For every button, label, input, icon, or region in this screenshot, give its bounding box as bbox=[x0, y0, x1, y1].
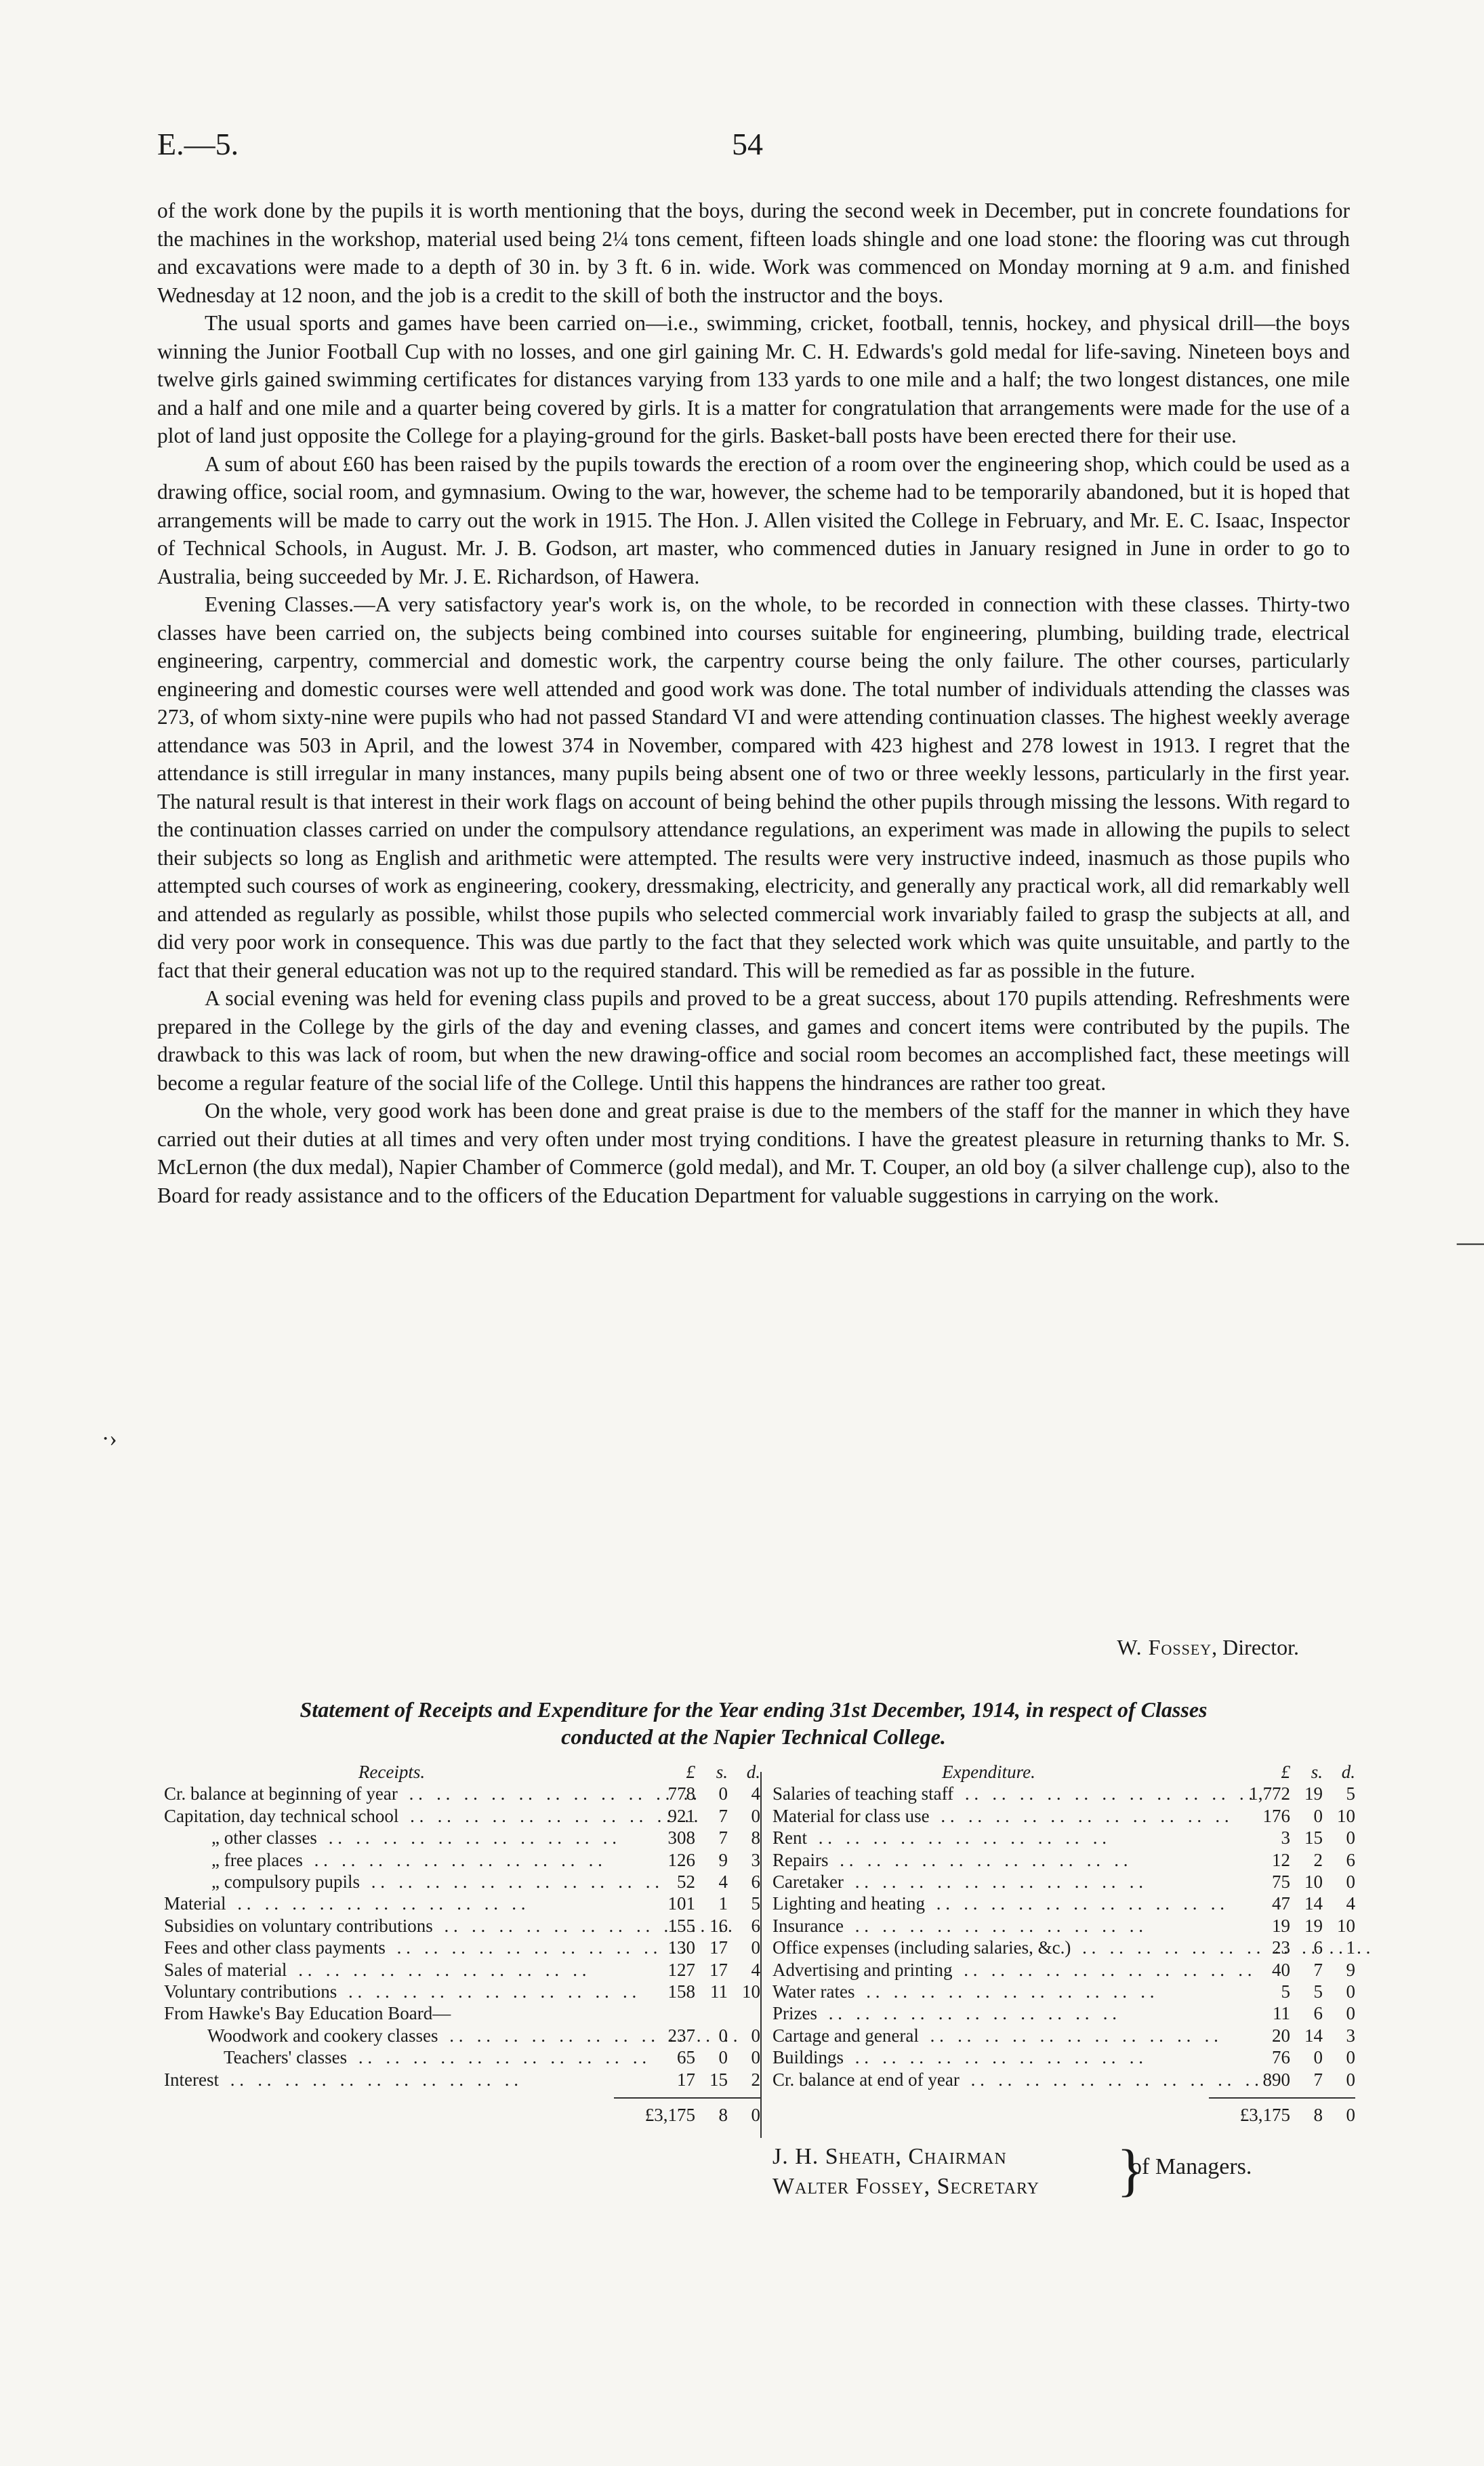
expenditure-column bbox=[772, 1761, 1355, 2126]
amount-shillings: 0 bbox=[1313, 1805, 1323, 1826]
managers-signatures bbox=[772, 2142, 1039, 2202]
amount-pounds: 155 bbox=[667, 1915, 695, 1936]
amount-pence: 0 bbox=[1346, 1872, 1355, 1893]
total-shillings: 8 bbox=[1313, 2105, 1323, 2126]
row-label: From Hawke's Bay Education Board— bbox=[164, 2003, 453, 2023]
amount-shillings: 15 bbox=[709, 2069, 728, 2090]
amount-pence: 5 bbox=[1346, 1783, 1355, 1804]
table-row bbox=[164, 1893, 760, 1914]
pence-heading: d. bbox=[746, 1762, 760, 1782]
amount-shillings: 7 bbox=[1313, 2069, 1323, 2090]
amount-pounds: 75 bbox=[1272, 1872, 1290, 1893]
amount-shillings: 2 bbox=[1313, 1849, 1323, 1870]
expenditure-total bbox=[772, 2104, 1355, 2126]
row-label: „ free places bbox=[211, 1850, 306, 1870]
table-row bbox=[164, 1915, 760, 1937]
amount-pence: 8 bbox=[751, 1827, 760, 1848]
managers-label: of Managers. bbox=[1130, 2154, 1252, 2179]
amount-shillings: 6 bbox=[1313, 2003, 1323, 2024]
table-row bbox=[164, 2002, 760, 2024]
table-row bbox=[164, 1849, 760, 1871]
amount-pounds: 127 bbox=[667, 1959, 695, 1980]
receipts-rows bbox=[164, 1783, 760, 2090]
pounds-heading: £ bbox=[686, 1762, 695, 1782]
amount-pounds: 778 bbox=[667, 1783, 695, 1804]
table-row bbox=[164, 2025, 760, 2046]
amount-pounds: 12 bbox=[1272, 1849, 1290, 1870]
amount-pounds: 20 bbox=[1272, 2025, 1290, 2046]
amount-pence bbox=[728, 2002, 760, 2024]
paragraph: On the whole, very good work has been done and great praise is due to the members of the staff for the manner in which they have carried out their duties at all times and very often under most trying conditions. I have the greatest pleasure in returning thanks to Mr. S. McLernon (the dux medal), Napier Chamber of Commerce (gold medal), and Mr. T. Couper, an old boy (a silver challenge cup), also to the Board for ready assistance and to the officers of the Education Department for valuable suggestions in carrying on the work. bbox=[157, 1099, 1350, 1207]
amount-pence: 0 bbox=[1346, 2003, 1355, 2024]
receipts-header bbox=[164, 1761, 760, 1783]
statement-title bbox=[157, 1696, 1350, 1750]
amount-pence: 0 bbox=[1346, 1981, 1355, 2002]
row-label: Advertising and printing bbox=[772, 1960, 955, 1980]
amount-pence: 10 bbox=[1337, 1915, 1355, 1936]
amount-pounds: 126 bbox=[667, 1849, 695, 1870]
amount-pounds: 47 bbox=[1272, 1893, 1290, 1914]
total-pence: 0 bbox=[1346, 2105, 1355, 2126]
paragraph: of the work done by the pupils it is worth mentioning that the boys, during the second week in December, put in concrete foundations for the machines in the workshop, material used being 2¼ tons cement, fifteen loads shingle and one load stone: the flooring was cut through and excavations were made to a depth of 30 in. by 3 ft. 6 in. wide. Work was commenced on Monday morning at 9 a.m. and finished Wednesday at 12 noon, and the job is a credit to the skill of both the instructor and the boys. bbox=[157, 199, 1350, 307]
report-reference: E.—5. bbox=[157, 127, 239, 161]
table-row bbox=[772, 2046, 1355, 2068]
amount-shillings: 7 bbox=[718, 1827, 728, 1848]
row-label: Buildings bbox=[772, 2047, 846, 2067]
amount-shillings: 0 bbox=[718, 2047, 728, 2068]
table-row bbox=[164, 1827, 760, 1848]
amount-pounds: 890 bbox=[1262, 2069, 1290, 2090]
row-label: Cr. balance at end of year bbox=[772, 2069, 962, 2090]
amount-pence: 0 bbox=[751, 1805, 760, 1826]
amount-pence: 0 bbox=[751, 2047, 760, 2068]
amount-pence: 9 bbox=[1346, 1959, 1355, 1980]
receipts-heading: Receipts. bbox=[358, 1762, 426, 1782]
table-row bbox=[164, 1805, 760, 1827]
amount-shillings: 6 bbox=[1313, 1937, 1323, 1958]
row-label: Repairs bbox=[772, 1850, 831, 1870]
amount-shillings: 15 bbox=[1304, 1827, 1323, 1848]
total-pounds: £3,175 bbox=[1239, 2105, 1290, 2126]
receipts-total bbox=[164, 2104, 760, 2126]
table-row bbox=[772, 1805, 1355, 1827]
amount-pounds: 52 bbox=[677, 1872, 695, 1893]
expenditure-heading: Expenditure. bbox=[942, 1762, 1035, 1782]
secretary-signature: Walter Fossey, Secretary bbox=[772, 2174, 1039, 2199]
paragraph: The usual sports and games have been carried on—i.e., swimming, cricket, football, tennis, hockey, and physical drill—the boys winning the Junior Football Cup with no losses, and one girl gaining Mr. C. H. Edwards's gold medal for life-saving. Nineteen boys and twelve girls gained swimming certificates for distances varying from 133 yards to one mile and a half; the two longest distances, one mile and a half and one mile and a quarter being covered by girls. It is a matter for congratulation that arrangements were made for the use of a plot of land just opposite the College for a playing-ground for the girls. Basket-ball posts have been erected there for their use. bbox=[157, 311, 1350, 447]
amount-pounds: 65 bbox=[677, 2047, 695, 2068]
amount-pounds: 11 bbox=[1273, 2003, 1290, 2024]
statement-title-line: Statement of Receipts and Expenditure for the Year ending 31st December, 1914, in respect of Classes bbox=[300, 1697, 1208, 1722]
amount-pence: 6 bbox=[1346, 1849, 1355, 1870]
row-label: „ compulsory pupils bbox=[211, 1872, 363, 1892]
row-label: Sales of material bbox=[164, 1960, 289, 1980]
table-row bbox=[772, 1981, 1355, 2002]
table-row bbox=[772, 1937, 1355, 1958]
amount-shillings: 0 bbox=[1313, 2047, 1323, 2068]
amount-pence: 0 bbox=[1346, 1827, 1355, 1848]
amount-shillings: 14 bbox=[1304, 1893, 1323, 1914]
table-row bbox=[772, 1849, 1355, 1871]
amount-shillings: 10 bbox=[1304, 1872, 1323, 1893]
report-body bbox=[157, 197, 1350, 1209]
amount-shillings: 9 bbox=[718, 1849, 728, 1870]
table-row bbox=[772, 1915, 1355, 1937]
table-row bbox=[164, 1783, 760, 1804]
row-label: Teachers' classes bbox=[224, 2047, 350, 2067]
amount-pence: 10 bbox=[1337, 1805, 1355, 1826]
amount-pounds: 308 bbox=[667, 1827, 695, 1848]
amount-pence: 6 bbox=[751, 1915, 760, 1936]
amount-shillings bbox=[695, 2002, 728, 2024]
amount-pounds: 158 bbox=[667, 1981, 695, 2002]
amount-pence: 5 bbox=[751, 1893, 760, 1914]
row-label: Cartage and general bbox=[772, 2025, 922, 2046]
table-row bbox=[164, 2069, 760, 2090]
amount-pence: 4 bbox=[1346, 1893, 1355, 1914]
total-shillings: 8 bbox=[718, 2105, 728, 2126]
shillings-heading: s. bbox=[1311, 1762, 1323, 1782]
shillings-heading: s. bbox=[716, 1762, 728, 1782]
brace-glyph: } bbox=[1117, 2137, 1145, 2202]
amount-pence: 6 bbox=[751, 1872, 760, 1893]
director-name: W. Fossey bbox=[1117, 1635, 1212, 1659]
row-label: Woodwork and cookery classes bbox=[207, 2025, 440, 2046]
table-row bbox=[772, 1959, 1355, 1981]
director-signature bbox=[1117, 1635, 1299, 1660]
row-label: Insurance bbox=[772, 1916, 846, 1936]
amount-pounds: 1,772 bbox=[1249, 1783, 1290, 1804]
amount-pounds: 17 bbox=[677, 2069, 695, 2090]
amount-pounds: 19 bbox=[1272, 1915, 1290, 1936]
total-rule bbox=[614, 2097, 760, 2099]
row-label: Prizes bbox=[772, 2003, 820, 2023]
amount-pence: 4 bbox=[751, 1959, 760, 1980]
amount-pounds bbox=[619, 2002, 695, 2024]
amount-shillings: 17 bbox=[709, 1959, 728, 1980]
row-label: Office expenses (including salaries, &c.) bbox=[772, 1937, 1073, 1958]
total-rule bbox=[1209, 2097, 1355, 2099]
pence-heading: d. bbox=[1341, 1762, 1355, 1782]
table-row bbox=[164, 1981, 760, 2002]
table-row bbox=[772, 1871, 1355, 1893]
row-label: Material for class use bbox=[772, 1806, 932, 1826]
column-divider bbox=[760, 1772, 762, 2138]
amount-pence: 0 bbox=[1346, 2069, 1355, 2090]
amount-shillings: 5 bbox=[1313, 1981, 1323, 2002]
table-row bbox=[772, 1893, 1355, 1914]
amount-shillings: 19 bbox=[1304, 1783, 1323, 1804]
amount-shillings: 1 bbox=[718, 1893, 728, 1914]
row-label: Subsidies on voluntary contributions bbox=[164, 1916, 436, 1936]
amount-pence: 0 bbox=[751, 1937, 760, 1958]
table-row bbox=[164, 1871, 760, 1893]
pounds-heading: £ bbox=[1281, 1762, 1290, 1782]
paragraph: A sum of about £60 has been raised by the pupils towards the erection of a room over the engineering shop, which could be used as a drawing office, social room, and gymnasium. Owing to the war, however, the scheme had to be temporarily abandoned, but it is hoped that arrangements will be made to carry out the work in 1915. The Hon. J. Allen visited the College in February, and Mr. E. C. Isaac, Inspector of Technical Schools, in August. Mr. J. B. Godson, art master, who commenced duties in January resigned in June in order to go to Australia, being succeeded by Mr. J. E. Richardson, of Hawera. bbox=[157, 451, 1350, 588]
table-row bbox=[772, 2002, 1355, 2024]
table-row bbox=[772, 1827, 1355, 1848]
row-label: Rent bbox=[772, 1827, 810, 1848]
row-label: Voluntary contributions bbox=[164, 1981, 339, 2002]
amount-pounds: 23 bbox=[1272, 1937, 1290, 1958]
margin-mark: — bbox=[1457, 1226, 1484, 1257]
amount-pence: 4 bbox=[751, 1783, 760, 1804]
amount-pounds: 130 bbox=[667, 1937, 695, 1958]
row-label: Salaries of teaching staff bbox=[772, 1783, 956, 1804]
director-title: , Director. bbox=[1212, 1635, 1299, 1659]
amount-pounds: 101 bbox=[667, 1893, 695, 1914]
table-row bbox=[772, 2069, 1355, 2090]
amount-pence: 3 bbox=[751, 1849, 760, 1870]
amount-shillings: 0 bbox=[718, 2025, 728, 2046]
total-pence: 0 bbox=[751, 2105, 760, 2126]
page-number: 54 bbox=[732, 127, 763, 161]
row-label: Interest bbox=[164, 2069, 222, 2090]
expenditure-rows bbox=[772, 1783, 1355, 2090]
chairman-signature: J. H. Sheath, Chairman bbox=[772, 2144, 1007, 2169]
amount-shillings: 7 bbox=[1313, 1959, 1323, 1980]
amount-shillings: 11 bbox=[710, 1981, 728, 2002]
amount-pounds: 40 bbox=[1272, 1959, 1290, 1980]
row-label: Fees and other class payments bbox=[164, 1937, 388, 1958]
margin-mark: ·› bbox=[102, 1426, 117, 1451]
amount-pounds: 237 bbox=[667, 2025, 695, 2046]
table-row bbox=[772, 1783, 1355, 1804]
paragraph: A social evening was held for evening class pupils and proved to be a great success, about 170 pupils attending. Refreshments were prepared in the College by the girls of the day and evening classes, and games and concert items were contributed by the pupils. The drawback to this was lack of room, but when the new drawing-office and social room becomes an accomplished fact, these meetings will become a regular feature of the social life of the College. Until this happens the hindrances are rather too great. bbox=[157, 986, 1350, 1095]
amount-pence: 3 bbox=[1346, 2025, 1355, 2046]
row-label: Caretaker bbox=[772, 1872, 846, 1892]
table-row bbox=[164, 2046, 760, 2068]
amount-pounds: 3 bbox=[1281, 1827, 1290, 1848]
table-row bbox=[772, 2025, 1355, 2046]
row-label: Material bbox=[164, 1893, 228, 1914]
total-pounds: £3,175 bbox=[644, 2105, 695, 2126]
row-label: Lighting and heating bbox=[772, 1893, 928, 1914]
row-label: Water rates bbox=[772, 1981, 858, 2002]
row-label: Cr. balance at beginning of year bbox=[164, 1783, 400, 1804]
amount-pounds: 921 bbox=[667, 1805, 695, 1826]
amount-pounds: 176 bbox=[1262, 1805, 1290, 1826]
amount-pence: 2 bbox=[751, 2069, 760, 2090]
amount-pence: 1 bbox=[1346, 1937, 1355, 1958]
amount-pounds: 5 bbox=[1281, 1981, 1290, 2002]
amount-shillings: 4 bbox=[718, 1872, 728, 1893]
amount-pence: 0 bbox=[751, 2025, 760, 2046]
amount-shillings: 7 bbox=[718, 1805, 728, 1826]
amount-shillings: 17 bbox=[709, 1937, 728, 1958]
amount-pounds: 76 bbox=[1272, 2047, 1290, 2068]
amount-shillings: 19 bbox=[1304, 1915, 1323, 1936]
receipts-column bbox=[164, 1761, 760, 2126]
paragraph: Evening Classes.—A very satisfactory year's work is, on the whole, to be recorded in connection with these classes. Thirty-two classes have been carried on, the subjects being combined into courses suitable for engineering, plumbing, building trade, electrical engineering, carpentry, commercial and domestic work, the carpentry course being the only failure. The other courses, particularly engineering and domestic courses were well attended and good work was done. The total number of individuals attending the classes was 273, of whom sixty-nine were pupils who had not passed Standard VI and were attending continuation classes. The highest weekly average attendance was 503 in April, and the lowest 374 in November, compared with 423 highest and 278 lowest in 1913. I regret that the attendance is still irregular in many instances, many pupils being absent one of two or three weekly lessons, particularly in the first year. The natural result is that interest in their work flags on account of being behind the other pupils through missing the lessons. With regard to the continuation classes carried on under the compulsory attendance regulations, an experiment was made in allowing the pupils to select their subjects so long as English and arithmetic were attempted. The results were very instructive indeed, inasmuch as those pupils who attempted such courses of work as engineering, cookery, dressmaking, electricity, and generally any practical work, all did remarkably well and attended as regularly as possible, whilst those pupils who selected commercial work invariably failed to grasp the subjects at all, and did very poor work in consequence. This was due partly to the fact that they selected work which was quite unsuitable, and partly to the fact that their general education was not up to the required standard. This will be remedied as far as possible in the future. bbox=[157, 592, 1350, 982]
amount-shillings: 16 bbox=[709, 1915, 728, 1936]
amount-shillings: 14 bbox=[1304, 2025, 1323, 2046]
statement-title-line: conducted at the Napier Technical College. bbox=[561, 1724, 946, 1749]
amount-shillings: 0 bbox=[718, 1783, 728, 1804]
table-row bbox=[164, 1937, 760, 1958]
amount-pence: 10 bbox=[742, 1981, 760, 2002]
expenditure-header bbox=[772, 1761, 1355, 1783]
row-label: „ other classes bbox=[211, 1827, 320, 1848]
amount-pence: 0 bbox=[1346, 2047, 1355, 2068]
table-row bbox=[164, 1959, 760, 1981]
row-label: Capitation, day technical school bbox=[164, 1806, 401, 1826]
